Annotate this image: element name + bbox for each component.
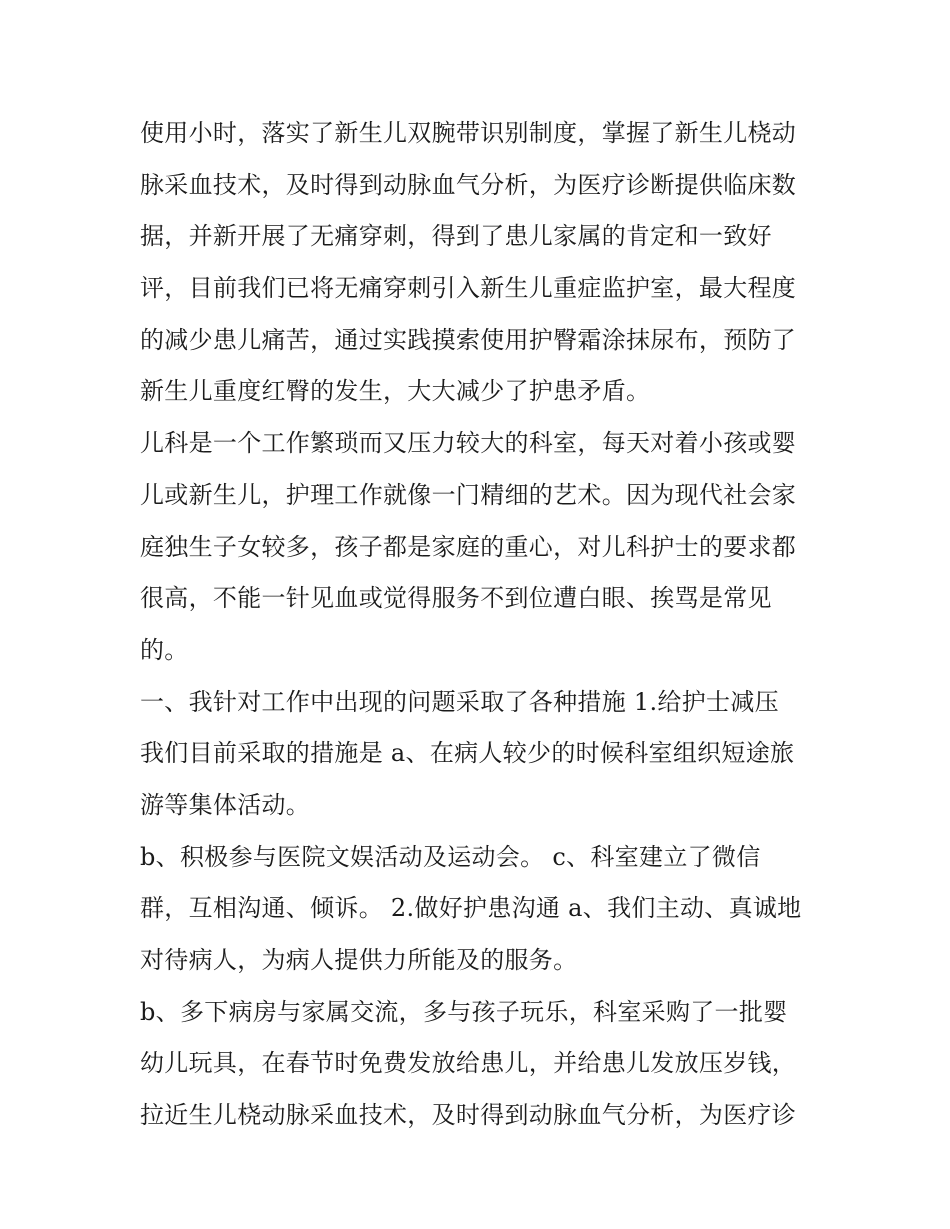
text-line: 对待病人，为病人提供力所能及的服务。 [140, 946, 578, 974]
text-line: 新生儿重度红臀的发生，大大减少了护患矛盾。 [140, 377, 651, 406]
text-line: b、多下病房与家属交流，多与孩子玩乐，科室采购了一批婴 [140, 997, 788, 1026]
text-line: 很高，不能一针见血或觉得服务不到位遭白眼、挨骂是常见 [140, 584, 772, 613]
text-line: 脉采血技术，及时得到动脉血气分析，为医疗诊断提供临床数 [140, 170, 797, 199]
text-line: 的。 [140, 635, 189, 664]
text-line: 幼儿玩具，在春节时免费发放给患儿，并给患儿发放压岁钱， [140, 1049, 797, 1078]
text-line: 游等集体活动。 [140, 790, 311, 819]
body-text [140, 108, 820, 1142]
text-line: 评，目前我们已将无痛穿刺引入新生儿重症监护室，最大程度 [140, 274, 797, 303]
text-line: 一、我针对工作中出现的问题采取了各种措施 1.给护士减压 [140, 687, 779, 716]
text-line: 据，并新开展了无痛穿刺，得到了患儿家属的肯定和一致好 [140, 222, 772, 251]
text-line: 儿科是一个工作繁琐而又压力较大的科室，每天对着小孩或婴 [140, 429, 797, 458]
text-line: 我们目前采取的措施是 a、在病人较少的时候科室组织短途旅 [140, 739, 795, 768]
text-line: 使用小时，落实了新生儿双腕带识别制度，掌握了新生儿桡动 [140, 119, 797, 147]
text-line: 的减少患儿痛苦，通过实践摸索使用护臀霜涂抹尿布，预防了 [140, 325, 797, 354]
text-line: 拉近生儿桡动脉采血技术，及时得到动脉血气分析，为医疗诊 [140, 1101, 797, 1130]
text-line: 庭独生子女较多，孩子都是家庭的重心，对儿科护士的要求都 [140, 532, 797, 561]
text-line: 群，互相沟通、倾诉。 2.做好护患沟通 a、我们主动、真诚地 [140, 894, 802, 923]
text-line: 儿或新生儿，护理工作就像一门精细的艺术。因为现代社会家 [140, 480, 797, 509]
text-line: b、积极参与医院文娱活动及运动会。 c、科室建立了微信 [140, 842, 761, 871]
